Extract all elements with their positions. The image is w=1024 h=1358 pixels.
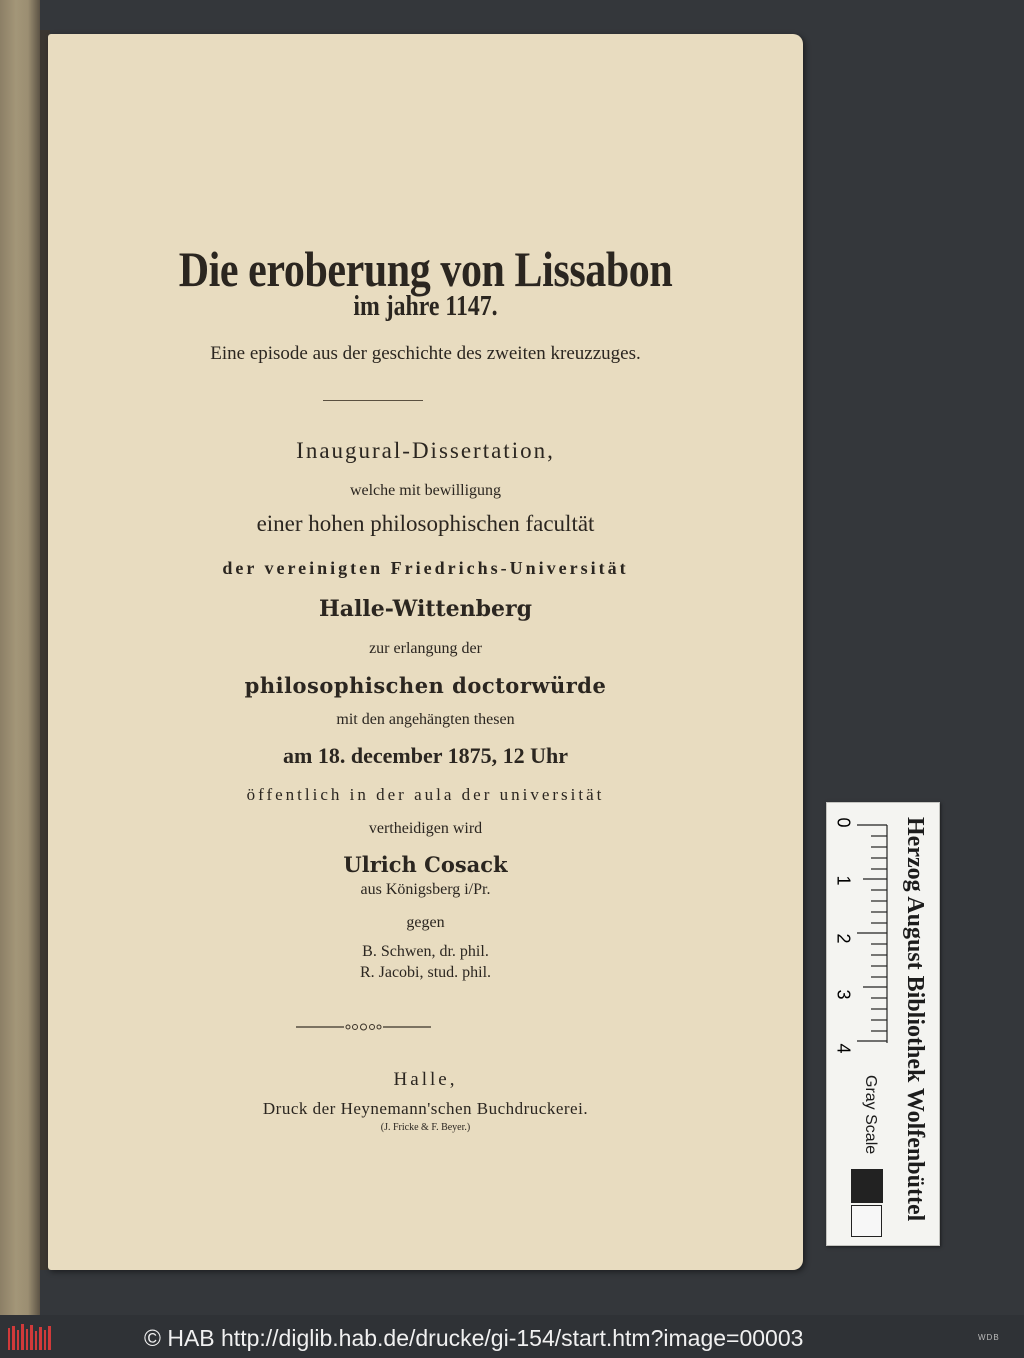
printer-subline: (J. Fricke & F. Beyer.) xyxy=(380,1122,471,1133)
author-name: Ulrich Cosack xyxy=(343,852,508,877)
document-subtitle: im jahre 1147. xyxy=(353,290,498,322)
document-title: Die eroberung von Lissabon xyxy=(178,241,673,297)
title-page xyxy=(48,34,803,1270)
gray-swatch-light xyxy=(851,1205,882,1237)
library-name: Herzog August Bibliothek Wolfenbüttel xyxy=(902,817,928,1222)
text-line-9: öffentlich in der aula der universität xyxy=(246,785,605,804)
text-line-6: philosophischen doctorwürde xyxy=(244,673,607,698)
print-city: Halle, xyxy=(393,1069,458,1090)
scale-number-4: 4 xyxy=(833,1043,854,1054)
text-line-3: der vereinigten Friedrichs-Universität xyxy=(222,558,629,578)
document-episode: Eine episode aus der geschichte des zweiten kreuzzuges. xyxy=(210,343,641,364)
text-line-5: zur erlangung der xyxy=(369,640,482,657)
printer-name: Druck der Heynemann'schen Buchdruckerei. xyxy=(262,1099,589,1118)
text-line-1: welche mit bewilligung xyxy=(349,482,502,499)
hab-barcode-logo-icon xyxy=(8,1324,52,1350)
gray-scale-label: Gray Scale xyxy=(862,1075,879,1155)
gray-swatch-dark xyxy=(851,1169,883,1203)
copyright-url[interactable]: © HAB http://diglib.hab.de/drucke/gi-154/start.htm?image=00003 xyxy=(144,1325,804,1351)
title-rule xyxy=(323,400,423,401)
footer-bar xyxy=(0,1315,1024,1358)
against-label: gegen xyxy=(406,914,445,931)
text-line-4: Halle-Wittenberg xyxy=(318,596,533,622)
book-cover-edge xyxy=(0,0,40,1315)
text-line-2: einer hohen philosophischen facultät xyxy=(256,511,595,536)
author-origin: aus Königsberg i/Pr. xyxy=(360,881,491,898)
scale-ruler xyxy=(826,802,940,1246)
opponent-2: R. Jacobi, stud. phil. xyxy=(359,964,492,981)
footer-mark: WDB xyxy=(978,1333,1000,1342)
scale-number-2: 2 xyxy=(833,933,854,944)
text-line-10: vertheidigen wird xyxy=(368,820,483,837)
scale-number-3: 3 xyxy=(833,989,854,1000)
text-line-8: am 18. december 1875, 12 Uhr xyxy=(283,743,568,768)
scale-number-0: 0 xyxy=(833,817,854,828)
text-line-7: mit den angehängten thesen xyxy=(336,711,515,728)
dissertation-heading: Inaugural-Dissertation, xyxy=(296,438,555,463)
opponent-1: B. Schwen, dr. phil. xyxy=(362,943,489,960)
ornament-divider-icon xyxy=(296,1021,431,1033)
scale-number-1: 1 xyxy=(833,875,854,886)
